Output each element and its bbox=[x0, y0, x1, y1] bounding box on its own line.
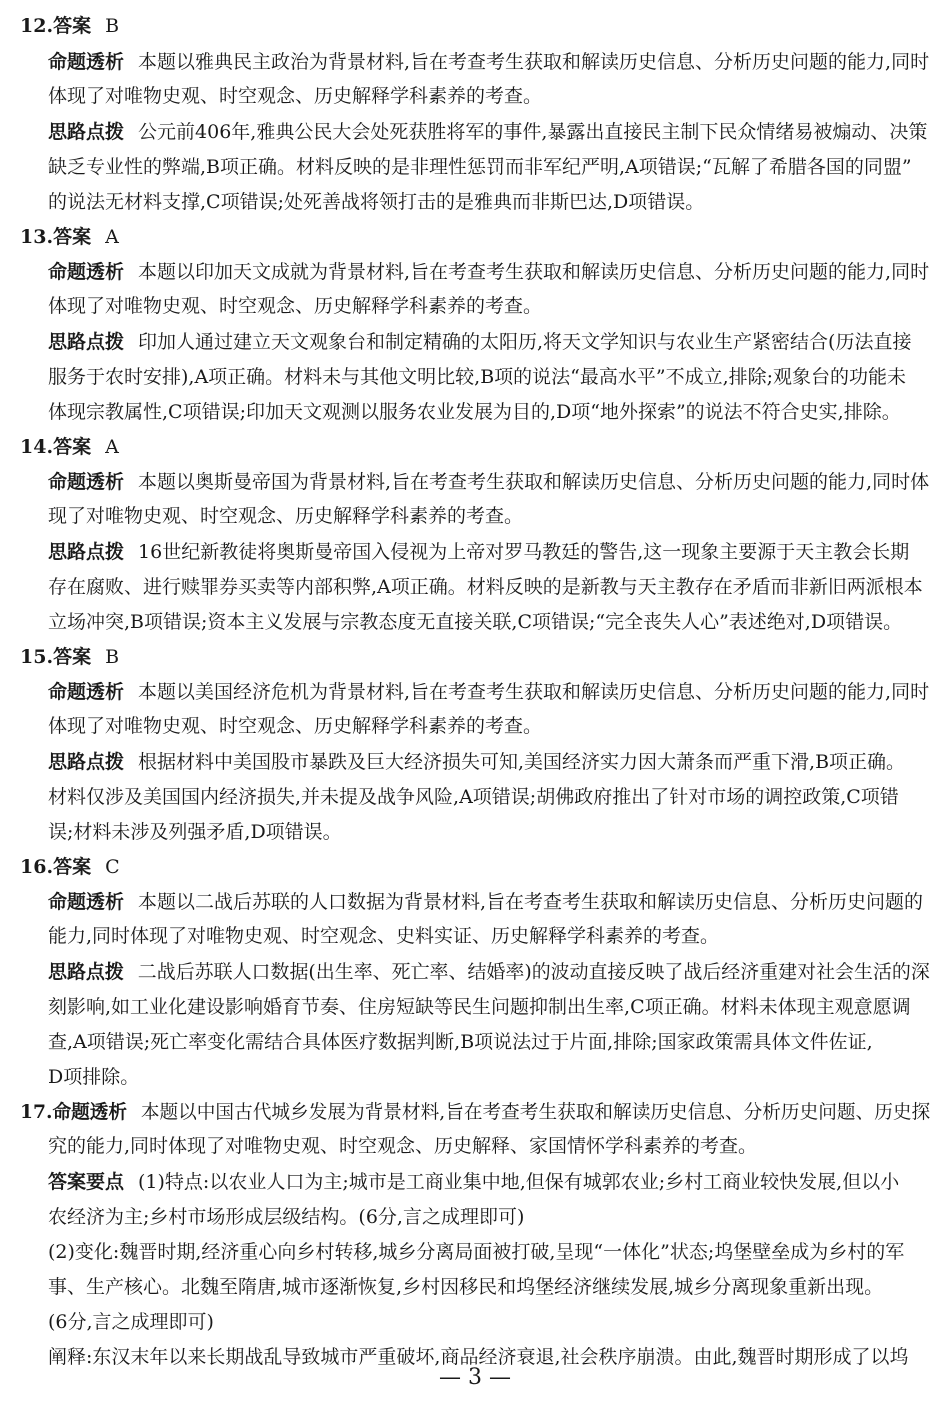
body-text: 缺乏专业性的弊端,B项正确。材料反映的是非理性惩罚而非军纪严明,A项错误;“瓦解了希腊各国的同盟” bbox=[48, 156, 912, 178]
text-line bbox=[48, 785, 899, 809]
body-text: D项排除。 bbox=[48, 1066, 140, 1088]
section-text: 本题以二战后苏联的人口数据为背景材料,旨在考查考生获取和解读历史信息、分析历史问题的 bbox=[138, 891, 924, 913]
text-line bbox=[48, 190, 704, 214]
body-text: 体现了对唯物史观、时空观念、历史解释学科素养的考查。 bbox=[48, 295, 543, 317]
section-label: 答案 bbox=[53, 436, 92, 458]
section-label: 答案 bbox=[53, 646, 92, 668]
section-text: 本题以中国古代城乡发展为背景材料,旨在考查考生获取和解读历史信息、分析历史问题、历史探 bbox=[140, 1101, 931, 1123]
text-line bbox=[48, 120, 927, 144]
text-line bbox=[48, 924, 719, 948]
section-text: (1)特点:以农业人口为主;城市是工商业集中地,但保有城郭农业;乡村工商业较快发展,但以小 bbox=[138, 1171, 900, 1193]
text-line bbox=[48, 610, 902, 634]
text-line bbox=[20, 225, 119, 249]
text-line bbox=[48, 1065, 139, 1089]
body-text: 阐释:东汉末年以来长期战乱导致城市严重破坏,商品经济衰退,社会秩序崩溃。由此,魏晋时期形成了以坞 bbox=[48, 1346, 909, 1368]
text-line bbox=[48, 84, 542, 108]
text-line bbox=[20, 435, 119, 459]
text-line bbox=[20, 855, 120, 879]
text-line bbox=[48, 1030, 873, 1054]
section-text: A bbox=[105, 436, 119, 458]
section-label: 命题透析 bbox=[48, 681, 125, 703]
section-label: 答案 bbox=[53, 15, 92, 37]
body-text: 服务于农时安排),A项正确。材料未与其他文明比较,B项的说法“最高水平”不成立,排除;观象台的功能未 bbox=[48, 366, 907, 388]
text-line bbox=[48, 1205, 524, 1229]
text-line bbox=[48, 1275, 883, 1299]
section-text: 本题以印加天文成就为背景材料,旨在考查考生获取和解读历史信息、分析历史问题的能力,同时 bbox=[138, 261, 930, 283]
page-number: — 3 — bbox=[439, 1365, 511, 1390]
question-number: 12. bbox=[20, 15, 54, 37]
text-line bbox=[48, 575, 923, 599]
section-text: 根据材料中美国股市暴跌及巨大经济损失可知,美国经济实力因大萧条而严重下滑,B项正确。 bbox=[138, 751, 906, 773]
body-text: 立场冲突,B项错误;资本主义发展与宗教态度无直接关联,C项错误;“完全丧失人心”表述绝对,D项错误。 bbox=[48, 611, 903, 633]
section-text: 本题以美国经济危机为背景材料,旨在考查考生获取和解读历史信息、分析历史问题的能力,同时 bbox=[138, 681, 930, 703]
text-line bbox=[48, 540, 909, 564]
body-text: 材料仅涉及美国国内经济损失,并未提及战争风险,A项错误;胡佛政府推出了针对市场的调控政策,C项错 bbox=[48, 786, 899, 808]
body-text: 体现宗教属性,C项错误;印加天文观测以服务农业发展为目的,D项“地外探索”的说法不符合史实,排除。 bbox=[48, 401, 901, 423]
section-label: 思路点拨 bbox=[48, 121, 125, 143]
text-line bbox=[48, 330, 911, 354]
text-line bbox=[48, 400, 901, 424]
section-label: 答案要点 bbox=[48, 1171, 125, 1193]
section-label: 思路点拨 bbox=[48, 751, 125, 773]
question-number: 14. bbox=[20, 436, 54, 458]
section-label: 答案 bbox=[53, 856, 92, 878]
section-label: 思路点拨 bbox=[48, 331, 125, 353]
text-line bbox=[48, 50, 929, 74]
question-number: 16. bbox=[20, 856, 54, 878]
body-text: 存在腐败、进行赎罪券买卖等内部积弊,A项正确。材料反映的是新教与天主教存在矛盾而非新旧两派根本 bbox=[48, 576, 923, 598]
body-text: 查,A项错误;死亡率变化需结合具体医疗数据判断,B项说法过于片面,排除;国家政策需具体文件佐证, bbox=[48, 1031, 873, 1053]
text-line bbox=[48, 470, 929, 494]
text-line bbox=[48, 820, 342, 844]
body-text: (2)变化:魏晋时期,经济重心向乡村转移,城乡分离局面被打破,呈现“一体化”状态;坞堡壁垒成为乡村的军 bbox=[48, 1241, 905, 1263]
body-text: 事、生产核心。北魏至隋唐,城市逐渐恢复,乡村因移民和坞堡经济继续发展,城乡分离现象重新出现。 bbox=[48, 1276, 884, 1298]
text-line bbox=[48, 680, 929, 704]
section-text: B bbox=[105, 646, 120, 668]
section-text: 公元前406年,雅典公民大会处死获胜将军的事件,暴露出直接民主制下民众情绪易被煽动、决策 bbox=[138, 121, 928, 143]
body-text: 体现了对唯物史观、时空观念、历史解释学科素养的考查。 bbox=[48, 715, 543, 737]
body-text: 究的能力,同时体现了对唯物史观、时空观念、历史解释、家国情怀学科素养的考查。 bbox=[48, 1135, 758, 1157]
body-text: 的说法无材料支撑,C项错误;处死善战将领打击的是雅典而非斯巴达,D项错误。 bbox=[48, 191, 705, 213]
section-label: 命题透析 bbox=[48, 261, 125, 283]
section-text: 印加人通过建立天文观象台和制定精确的太阳历,将天文学知识与农业生产紧密结合(历法直接 bbox=[138, 331, 912, 353]
body-text: 误;材料未涉及列强矛盾,D项错误。 bbox=[48, 821, 342, 843]
section-label: 答案 bbox=[53, 226, 92, 248]
body-text: (6分,言之成理即可) bbox=[48, 1311, 214, 1333]
text-line bbox=[20, 1100, 930, 1124]
section-label: 命题透析 bbox=[48, 51, 125, 73]
section-label: 命题透析 bbox=[48, 471, 125, 493]
question-number: 17. bbox=[20, 1101, 53, 1123]
text-line bbox=[48, 714, 542, 738]
section-text: A bbox=[105, 226, 119, 248]
text-line bbox=[48, 260, 929, 284]
text-line bbox=[48, 890, 923, 914]
text-line bbox=[48, 1240, 904, 1264]
question-number: 15. bbox=[20, 646, 54, 668]
text-line bbox=[48, 995, 911, 1019]
section-label: 思路点拨 bbox=[48, 541, 125, 563]
section-label: 命题透析 bbox=[48, 891, 125, 913]
body-text: 体现了对唯物史观、时空观念、历史解释学科素养的考查。 bbox=[48, 85, 543, 107]
section-text: B bbox=[105, 15, 120, 37]
section-text: 本题以雅典民主政治为背景材料,旨在考查考生获取和解读历史信息、分析历史问题的能力,同时 bbox=[138, 51, 930, 73]
section-text: C bbox=[105, 856, 120, 878]
text-line bbox=[48, 365, 906, 389]
text-line bbox=[48, 155, 912, 179]
body-text: 现了对唯物史观、时空观念、历史解释学科素养的考查。 bbox=[48, 505, 524, 527]
body-text: 刻影响,如工业化建设影响婚育节奏、住房短缺等民生问题抑制出生率,C项正确。材料未体现主观意愿调 bbox=[48, 996, 911, 1018]
text-line bbox=[48, 294, 542, 318]
body-text: 农经济为主;乡村市场形成层级结构。(6分,言之成理即可) bbox=[48, 1206, 525, 1228]
text-line bbox=[48, 504, 523, 528]
text-line bbox=[20, 14, 119, 38]
section-text: 二战后苏联人口数据(出生率、死亡率、结婚率)的波动直接反映了战后经济重建对社会生活的深 bbox=[137, 961, 930, 983]
text-line bbox=[48, 1134, 757, 1158]
text-line bbox=[48, 1170, 899, 1194]
body-text: 能力,同时体现了对唯物史观、时空观念、史料实证、历史解释学科素养的考查。 bbox=[48, 925, 720, 947]
text-line bbox=[20, 645, 119, 669]
text-line bbox=[48, 1310, 214, 1334]
section-text: 本题以奥斯曼帝国为背景材料,旨在考查考生获取和解读历史信息、分析历史问题的能力,同时体 bbox=[138, 471, 930, 493]
question-number: 13. bbox=[20, 226, 54, 248]
section-label: 思路点拨 bbox=[48, 961, 124, 983]
section-label: 命题透析 bbox=[52, 1101, 128, 1123]
section-text: 16世纪新教徒将奥斯曼帝国入侵视为上帝对罗马教廷的警告,这一现象主要源于天主教会长期 bbox=[138, 541, 910, 563]
text-line bbox=[48, 750, 905, 774]
text-line bbox=[48, 960, 930, 984]
